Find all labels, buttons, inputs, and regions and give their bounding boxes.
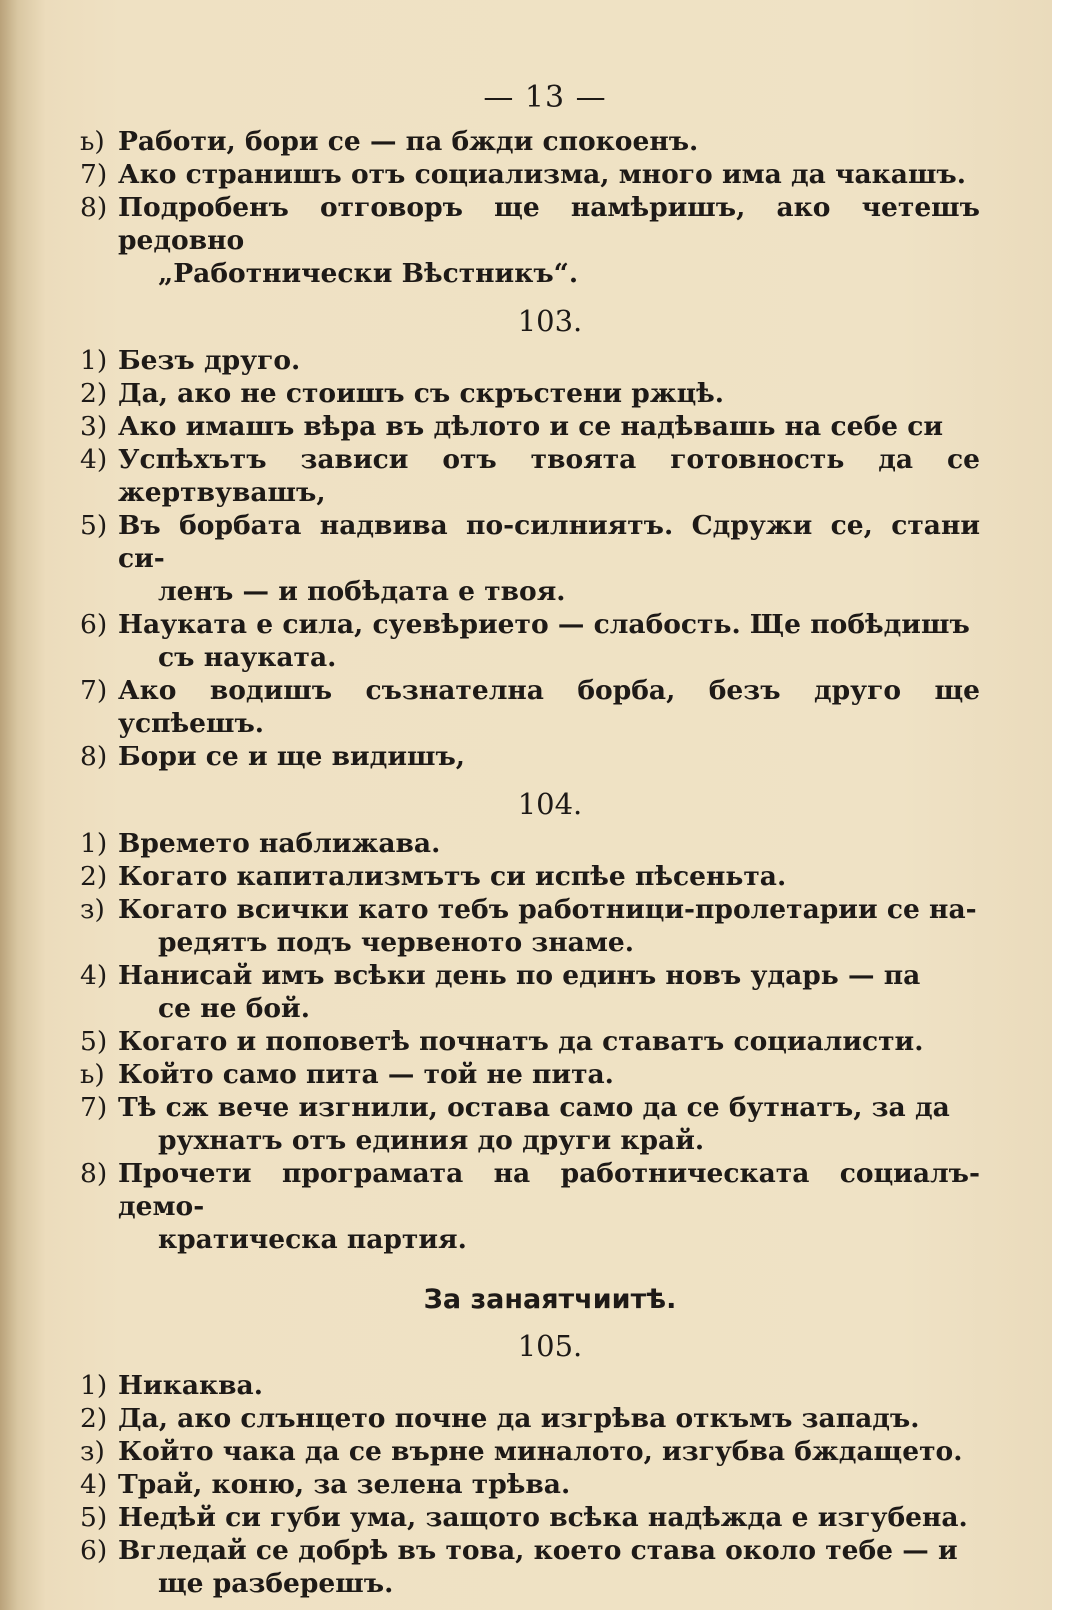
answer-item xyxy=(80,191,980,290)
answer-item xyxy=(80,443,980,509)
answer-line: ленъ — и побѣдата е твоя. xyxy=(158,576,566,607)
answer-text xyxy=(118,1025,980,1058)
answer-line: ще разберешъ. xyxy=(158,1568,394,1599)
section-heading: За занаятчиитѣ. xyxy=(423,1284,677,1315)
answer-text xyxy=(118,443,980,509)
answer-line: Безъ друго. xyxy=(118,345,301,376)
answer-number: 8) xyxy=(80,741,108,772)
answers-104 xyxy=(80,827,980,1256)
answer-text xyxy=(118,1058,980,1091)
answer-item xyxy=(80,1025,980,1058)
answer-line: съ науката. xyxy=(158,642,337,673)
answer-number: 7) xyxy=(80,159,108,190)
answer-number: 1) xyxy=(80,345,108,376)
answer-number: 3) xyxy=(80,411,108,442)
answer-line: Нанисай имъ всѣки день по единъ новъ ударь — па xyxy=(118,960,921,991)
answer-number: 6) xyxy=(80,609,108,640)
answer-item xyxy=(80,1369,980,1402)
answer-number: 2) xyxy=(80,378,108,409)
answer-text xyxy=(118,125,980,158)
answer-number: 6) xyxy=(80,1535,108,1566)
answer-item xyxy=(80,1501,980,1534)
answer-text xyxy=(118,1091,980,1157)
answer-line: Да, ако не стоишъ съ скръстени ржцѣ. xyxy=(118,378,725,409)
answer-item xyxy=(80,410,980,443)
answer-text xyxy=(118,860,980,893)
answer-line: Ако водишъ съзнателна борба, безъ друго ще успѣешъ. xyxy=(118,675,980,739)
answer-text xyxy=(118,1402,980,1435)
answer-number: 1) xyxy=(80,1370,108,1401)
answer-text xyxy=(118,608,980,674)
answer-line: Който само пита — той не пита. xyxy=(118,1059,614,1090)
answer-text xyxy=(118,740,980,773)
answer-number: з) xyxy=(80,894,105,925)
answer-line: Да, ако слънцето почне да изгрѣва откъмъ западъ. xyxy=(118,1403,920,1434)
answer-line: Който чака да се върне миналото, изгубва бждащето. xyxy=(118,1436,963,1467)
answer-line: Трай, коню, за зелена трѣва. xyxy=(118,1469,571,1500)
section-number-105: 105. xyxy=(517,1329,583,1363)
answer-number: 7) xyxy=(80,675,108,706)
answer-line: Работи, бори се — па бжди спокоенъ. xyxy=(118,126,699,157)
answer-item xyxy=(80,1157,980,1256)
answer-item xyxy=(80,1091,980,1157)
section-number-104: 104. xyxy=(517,787,583,821)
answer-number: ь) xyxy=(80,1059,105,1090)
answer-item xyxy=(80,740,980,773)
answer-text xyxy=(118,1468,980,1501)
answer-text xyxy=(118,827,980,860)
answer-line: Прочети програмата на работническата социалъ-демо- xyxy=(118,1158,980,1222)
answer-item xyxy=(80,1435,980,1468)
answer-text xyxy=(118,1435,980,1468)
answer-line: се не бой. xyxy=(158,993,310,1024)
answer-number: 5) xyxy=(80,1502,108,1533)
answer-item xyxy=(80,860,980,893)
answer-number: 4) xyxy=(80,1469,108,1500)
section-number-103: 103. xyxy=(517,304,583,338)
answer-line: Никаква. xyxy=(118,1370,263,1401)
answer-text xyxy=(118,1534,980,1600)
answer-line: Бори се и ще видишъ, xyxy=(118,741,466,772)
answer-item xyxy=(80,674,980,740)
answer-text xyxy=(118,1157,980,1256)
answer-text xyxy=(118,191,980,290)
answer-line: Тѣ сж вече изгнили, остава само да се бутнатъ, за да xyxy=(118,1092,950,1123)
answer-number: 8) xyxy=(80,1158,108,1189)
answer-line: Ако имашъ вѣра въ дѣлото и се надѣвашь на себе си xyxy=(118,411,943,442)
page-content xyxy=(80,80,980,1600)
answer-line: Въ борбата надвива по-силниятъ. Сдружи се, стани си- xyxy=(118,510,980,574)
answers-103 xyxy=(80,344,980,773)
answer-number: 2) xyxy=(80,1403,108,1434)
answer-number: 1) xyxy=(80,828,108,859)
answer-item xyxy=(80,608,980,674)
answer-item xyxy=(80,377,980,410)
answer-number: ь) xyxy=(80,126,105,157)
answer-text xyxy=(118,509,980,608)
answer-text xyxy=(118,1369,980,1402)
answer-line: Когато всички като тебъ работници-пролетарии се на- xyxy=(118,894,977,925)
answers-102 xyxy=(80,125,980,290)
answer-item xyxy=(80,1402,980,1435)
answer-line: Успѣхътъ зависи отъ твоята готовность да се жертвувашъ, xyxy=(118,444,980,508)
answer-line: рухнатъ отъ единия до други край. xyxy=(158,1125,705,1156)
answer-line: Ако странишъ отъ социализма, много има да чакашъ. xyxy=(118,159,966,190)
answer-number: 8) xyxy=(80,192,108,223)
answer-line: Времето наближава. xyxy=(118,828,441,859)
answer-number: 5) xyxy=(80,510,108,541)
answer-item xyxy=(80,827,980,860)
answer-text xyxy=(118,1501,980,1534)
answer-item xyxy=(80,1468,980,1501)
answer-text xyxy=(118,959,980,1025)
answer-number: 4) xyxy=(80,444,108,475)
answer-line: Когато капитализмътъ си испѣе пѣсеньта. xyxy=(118,861,787,892)
answer-line: Науката е сила, суевѣрието — слабость. Ще побѣдишъ xyxy=(118,609,970,640)
answer-item xyxy=(80,1058,980,1091)
answer-item xyxy=(80,959,980,1025)
answer-number: 2) xyxy=(80,861,108,892)
page-margin xyxy=(1052,0,1080,1610)
answer-item xyxy=(80,1534,980,1600)
answer-text xyxy=(118,674,980,740)
answer-text xyxy=(118,158,980,191)
answer-line: „Работнически Вѣстникъ“. xyxy=(158,258,579,289)
answer-item xyxy=(80,158,980,191)
answer-line: кратическа партия. xyxy=(158,1224,467,1255)
answer-number: 5) xyxy=(80,1026,108,1057)
answers-105 xyxy=(80,1369,980,1600)
answer-line: Подробенъ отговоръ ще намѣришъ, ако четешъ редовно xyxy=(118,192,980,256)
answer-number: з) xyxy=(80,1436,105,1467)
page-number: — 13 — xyxy=(483,80,607,115)
answer-item xyxy=(80,344,980,377)
answer-number: 4) xyxy=(80,960,108,991)
answer-line: Вгледай се добрѣ въ това, което става около тебе — и xyxy=(118,1535,958,1566)
answer-text xyxy=(118,344,980,377)
answer-item xyxy=(80,893,980,959)
answer-text xyxy=(118,893,980,959)
answer-line: Недѣй си губи ума, защото всѣка надѣжда е изгубена. xyxy=(118,1502,968,1533)
answer-line: Когато и поповетѣ почнатъ да ставатъ социалисти. xyxy=(118,1026,924,1057)
answer-item xyxy=(80,125,980,158)
answer-text xyxy=(118,377,980,410)
answer-text xyxy=(118,410,980,443)
answer-line: редятъ подъ червеното знаме. xyxy=(158,927,634,958)
answer-number: 7) xyxy=(80,1092,108,1123)
answer-item xyxy=(80,509,980,608)
